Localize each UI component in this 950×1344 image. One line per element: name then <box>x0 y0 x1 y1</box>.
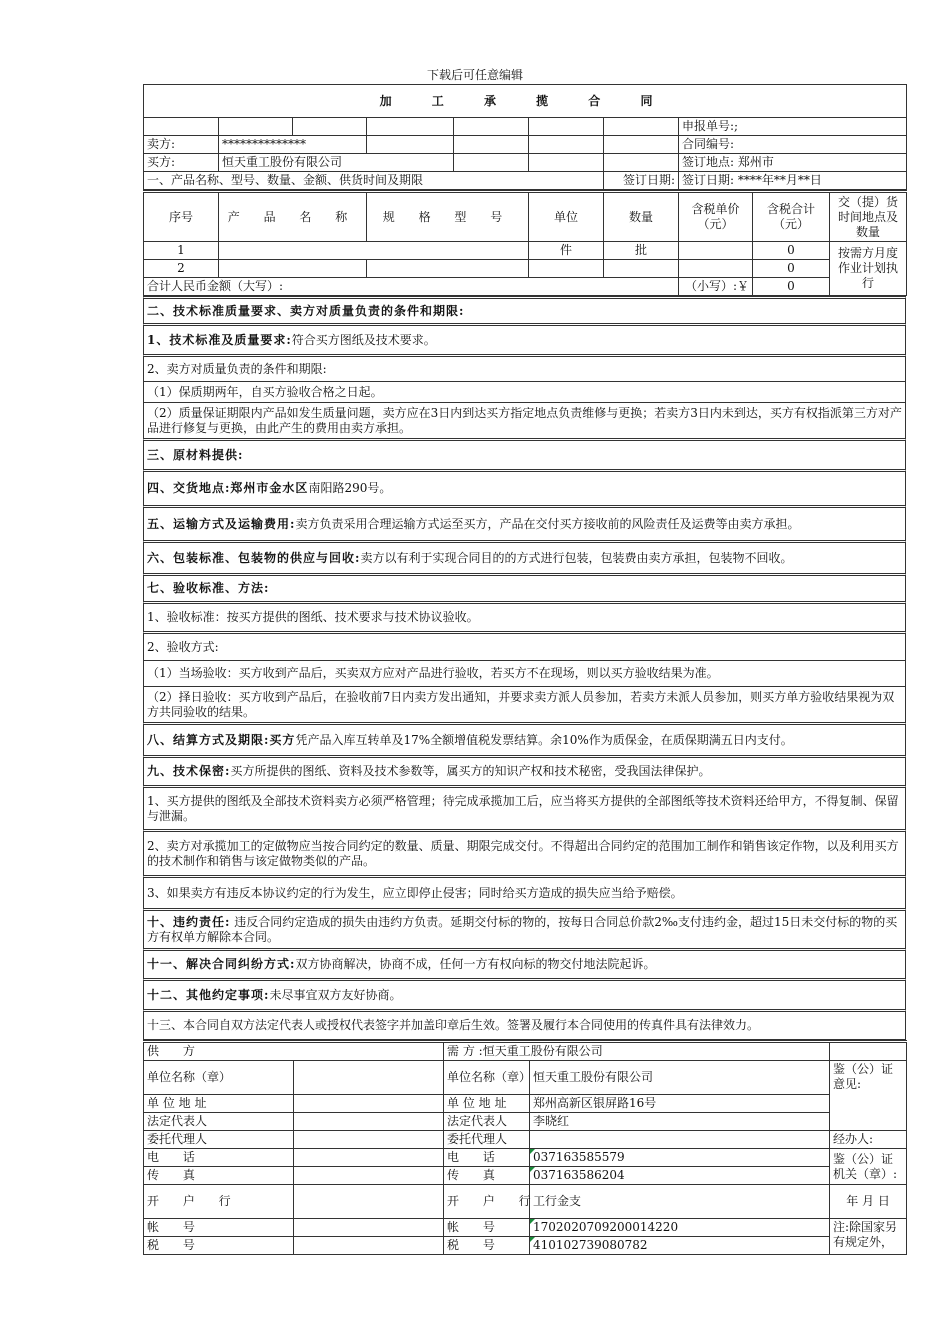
col-no: 序号 <box>144 192 219 242</box>
sign-date: 年 月 日 <box>830 1185 907 1219</box>
col-qty: 数量 <box>604 192 679 242</box>
header-table <box>143 84 907 190</box>
demander-field-value: 恒天重工股份有限公司 <box>530 1061 830 1095</box>
contract-no: 合同编号: <box>679 136 907 154</box>
sum-small-value: 0 <box>753 278 830 296</box>
footnote: 注:除国家另有规定外， <box>830 1219 907 1255</box>
clause-11: 十一、解决合同纠纷方式: 双方协商解决，协商不成，任何一方有权向标的物交付地法院起诉。 <box>143 951 906 981</box>
demander-field-label: 传 真 <box>444 1167 530 1185</box>
supplier-field-label: 单位名称（章） <box>144 1061 294 1095</box>
sign-date-label: 签订日期: <box>604 172 679 190</box>
sum-small-label: （小写）:￥ <box>679 278 753 296</box>
row-qty: 批 <box>604 242 679 260</box>
demander-field-value: 037163585579 <box>530 1149 830 1167</box>
row-total: 0 <box>753 242 830 260</box>
clause-2-2-1: （1）保质期两年，自买方验收合格之日起。 <box>143 382 906 403</box>
seller-label: 卖方: <box>144 136 219 154</box>
buyer-value: 恒天重工股份有限公司 <box>219 154 454 172</box>
demander-field-value: 郑州高新区银屏路16号 <box>530 1095 830 1113</box>
clause-8: 八、结算方式及期限:买方 凭产品入库互转单及17%全额增值税发票结算。余10%作为质保金，在质保期满五日内支付。 <box>143 725 906 758</box>
supplier-field-label: 单 位 地 址 <box>144 1095 294 1113</box>
section-1-heading: 一、产品名称、型号、数量、金额、供货时间及期限 <box>144 172 604 190</box>
demander-field-value: 1702020709200014220 <box>530 1219 830 1237</box>
supplier-field-label: 法定代表人 <box>144 1113 294 1131</box>
clause-12: 十二、其他约定事项: 未尽事宜双方友好协商。 <box>143 981 906 1012</box>
clause-6: 六、包装标准、包装物的供应与回收: 卖方以有利于实现合同目的的方式进行包装，包装费由卖方承担，包装物不回收。 <box>143 543 906 576</box>
buyer-label: 买方: <box>144 154 219 172</box>
clause-4: 四、交货地点:郑州市金水区 南阳路290号。 <box>143 472 906 508</box>
notary-org: 鉴（公）证机关（章）: <box>830 1149 907 1185</box>
clause-9-1: 1、买方提供的图纸及全部技术资料卖方必须严格管理；待完成承揽加工后，应当将买方提供的全部图纸等技术资料还给甲方，不得复制、保留与泄漏。 <box>143 788 906 832</box>
clause-7-2: 2、验收方式: <box>143 634 906 661</box>
handler: 经办人: <box>830 1131 907 1149</box>
col-total: 含税合计（元） <box>753 192 830 242</box>
clause-7-2-2: （2）择日验收：买方收到产品后，在验收前7日内卖方发出通知，并要求卖方派人员参加，若卖方未派人员参加，则买方单方验收结果视为双方共同验收的结果。 <box>143 687 906 725</box>
demander-field-label: 开 户 行 <box>444 1185 530 1219</box>
contract-sheet <box>143 84 906 1255</box>
demander-field-label: 单 位 地 址 <box>444 1095 530 1113</box>
contract-title: 加 工 承 揽 合 同 <box>144 85 907 118</box>
clause-2-2-2: （2）质量保证期限内产品如发生质量问题，卖方应在3日内到达买方指定地点负责维修与更换；若卖方3日内未到达，买方有权指派第三方对产品进行修复与更换，由此产生的费用由卖方承担。 <box>143 403 906 441</box>
demander-field-value: 李晓红 <box>530 1113 830 1131</box>
clause-7-1: 1、验收标准：按买方提供的图纸、技术要求与技术协议验收。 <box>143 604 906 634</box>
demander-field-label: 帐 号 <box>444 1219 530 1237</box>
supplier-field-label: 税 号 <box>144 1237 294 1255</box>
supplier-field-label: 帐 号 <box>144 1219 294 1237</box>
col-spec: 规 格 型 号 <box>367 192 529 242</box>
demander-header: 需 方 :恒天重工股份有限公司 <box>444 1042 830 1061</box>
demander-field-value: 037163586204 <box>530 1167 830 1185</box>
sign-date-value: 签订日期: ****年**月**日 <box>679 172 907 190</box>
row-unit: 件 <box>529 242 604 260</box>
row-no: 1 <box>144 242 219 260</box>
demander-field-label: 单位名称（章） <box>444 1061 530 1095</box>
notary-opinion: 鉴（公）证意见: <box>830 1061 907 1131</box>
table-row <box>144 242 907 260</box>
row-no: 2 <box>144 260 219 278</box>
supplier-header: 供 方 <box>144 1042 444 1061</box>
col-product-name: 产 品 名 称 <box>219 192 367 242</box>
top-note: 下载后可任意编辑 <box>426 68 523 82</box>
demander-field-value <box>530 1131 830 1149</box>
supplier-field-label: 传 真 <box>144 1167 294 1185</box>
clause-9: 九、技术保密: 买方所提供的图纸、资料及技术参数等，属买方的知识产权和技术秘密，受我国法律保护。 <box>143 758 906 788</box>
table-row <box>144 260 907 278</box>
product-table <box>143 190 907 296</box>
demander-field-label: 委托代理人 <box>444 1131 530 1149</box>
clause-7: 七、验收标准、方法: <box>143 576 906 604</box>
demander-field-label: 税 号 <box>444 1237 530 1255</box>
sign-place: 签订地点: 郑州市 <box>679 154 907 172</box>
seller-value: ************** <box>219 136 367 154</box>
clause-9-2: 2、卖方对承揽加工的定做物应当按合同约定的数量、质量、期限完成交付。不得超出合同约定的范围加工制作和销售该定作物，以及利用买方的技术制作和销售与该定做物类似的产品。 <box>143 832 906 878</box>
supplier-field-label: 委托代理人 <box>144 1131 294 1149</box>
col-delivery: 交（提）货时间地点及数量 <box>830 192 907 242</box>
demander-field-label: 电 话 <box>444 1149 530 1167</box>
clause-2-2: 2、卖方对质量负责的条件和期限: <box>143 357 906 382</box>
clause-2: 二、技术标准质量要求、卖方对质量负责的条件和期限: <box>143 296 906 326</box>
clause-7-2-1: （1）当场验收：买方收到产品后，买卖双方应对产品进行验收，若买方不在现场，则以买方验收结果为准。 <box>143 661 906 687</box>
delivery-note: 按需方月度作业计划执行 <box>830 242 907 296</box>
col-unit-price: 含税单价（元） <box>679 192 753 242</box>
col-unit: 单位 <box>529 192 604 242</box>
demander-field-value: 工行金支 <box>530 1185 830 1219</box>
report-no: 申报单号:; <box>679 118 907 136</box>
clause-3: 三、原材料提供: <box>143 441 906 472</box>
clause-2-1: 1、技术标准及质量要求: 符合买方图纸及技术要求。 <box>143 326 906 357</box>
demander-field-label: 法定代表人 <box>444 1113 530 1131</box>
demander-field-value: 410102739080782 <box>530 1237 830 1255</box>
clause-13: 十三、本合同自双方法定代表人或授权代表签字并加盖印章后生效。签署及履行本合同使用的传真件具有法律效力。 <box>143 1012 906 1040</box>
supplier-field-label: 电 话 <box>144 1149 294 1167</box>
row-total: 0 <box>753 260 830 278</box>
clause-9-3: 3、如果卖方有违反本协议约定的行为发生，应立即停止侵害；同时给买方造成的损失应当给予赔偿。 <box>143 878 906 911</box>
signature-table <box>143 1040 907 1255</box>
clause-10: 十、违约责任: 违反合同约定造成的损失由违约方负责。延期交付标的物的，按每日合同总价款2‰支付违约金，超过15日未交付标的物的买方有权单方解除本合同。 <box>143 911 906 951</box>
sum-label: 合计人民币金额（大写）: <box>144 278 679 296</box>
clause-5: 五、运输方式及运输费用: 卖方负责采用合理运输方式运至买方，产品在交付买方接收前的风险责任及运费等由卖方承担。 <box>143 508 906 543</box>
supplier-field-label: 开 户 行 <box>144 1185 294 1219</box>
